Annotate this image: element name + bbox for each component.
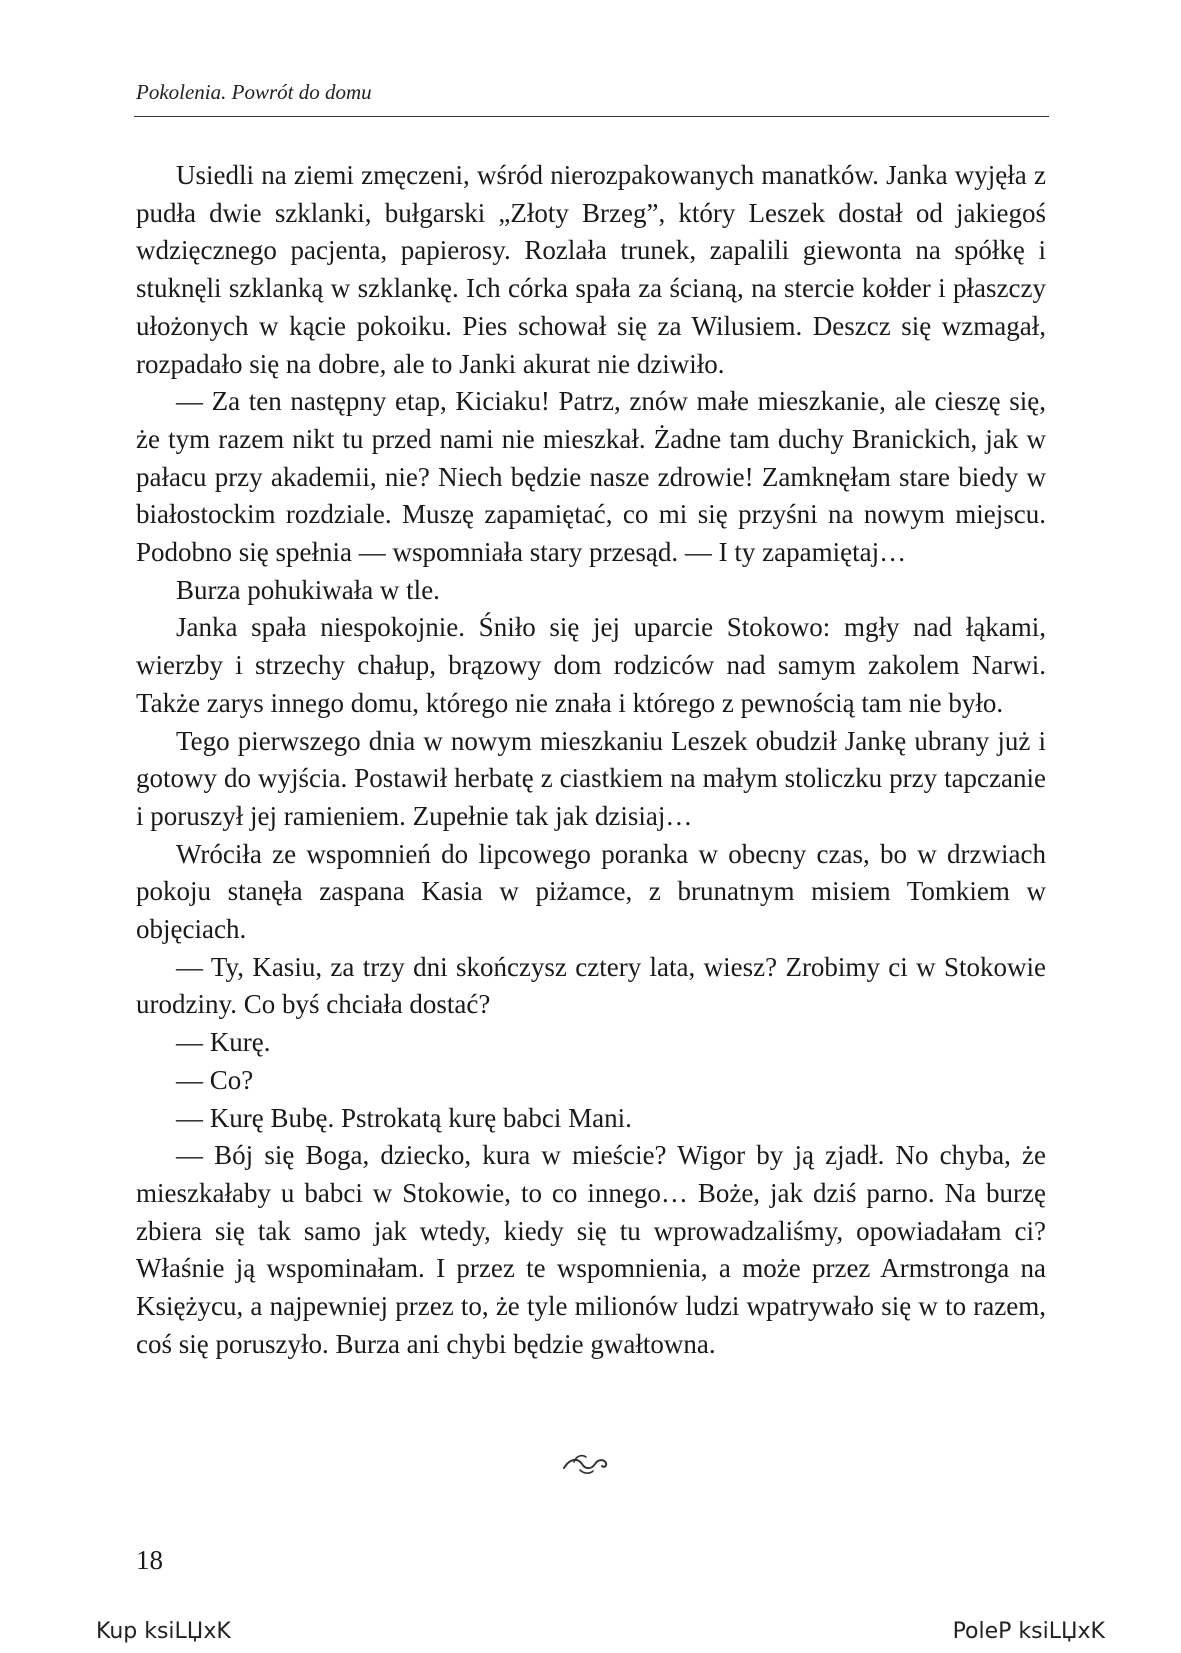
running-title: Pokolenia. Powrót do domu: [136, 80, 372, 104]
paragraph: Wróciła ze wspomnień do lipcowego poranka w obecny czas, bo w drzwiach pokoju stanęła zaspana Kasia w piżamce, z brunatnym misiem Tomkiem w objęciach.: [136, 838, 1046, 945]
fleuron-ornament-icon: [560, 1448, 610, 1478]
paragraph: Burza pohukiwała w tle.: [176, 574, 440, 605]
recommend-book-link[interactable]: PoleP ksiLЏxK: [952, 1619, 1105, 1644]
paragraph: Usiedli na ziemi zmęczeni, wśród nierozpakowanych manatków. Janka wyjęła z pudła dwie szklanki, bułgarski „Złoty Brzeg”, który Leszek dostał od jakiegoś wdzięcznego pacjenta, papierosy. Rozlała trunek, zapalili giewonta na spółkę i stuknęli szklanką w szklankę. Ich córka spała za ścianą, na stercie kołder i płaszczy ułożonych w kącie pokoiku. Pies schował się za Wilusiem. Deszcz się wzmagał, rozpadało się na dobre, ale to Janki akurat nie dziwiło.: [136, 160, 1046, 379]
paragraph: Tego pierwszego dnia w nowym mieszkaniu Leszek obudził Jankę ubrany już i gotowy do wyjścia. Postawił herbatę z ciastkiem na małym stoliczku przy tapczanie i poruszył jej ramieniem. Zupełnie tak jak dzisiaj…: [136, 725, 1046, 831]
paragraph: — Ty, Kasiu, za trzy dni skończysz cztery lata, wiesz? Zrobimy ci w Stokowie urodziny. Co byś chciała dostać?: [136, 951, 1046, 1020]
page-number: 18: [136, 1545, 163, 1575]
paragraph: — Kurę Bubę. Pstrokatą kurę babci Mani.: [176, 1102, 632, 1133]
paragraph: — Za ten następny etap, Kiciaku! Patrz, znów małe mieszkanie, ale cieszę się, że tym razem nikt tu przed nami nie mieszkał. Żadne tam duchy Branickich, jak w pałacu przy akademii, nie? Niech będzie nasze zdrowie! Zamknęłam stare biedy w białostockim rozdziale. Muszę zapamiętać, co mi się przyśni na nowym miejscu. Podobno się spełnia — wspomniała stary przesąd. — I ty zapamiętaj…: [136, 386, 1046, 568]
paragraph: — Bój się Boga, dziecko, kura w mieście? Wigor by ją zjadł. No chyba, że mieszkałaby u babci w Stokowie, to co innego… Boże, jak dziś parno. Na burzę zbiera się tak samo jak wtedy, kiedy się tu wprowadzaliśmy, opowiadałam ci? Właśnie ją wspominałam. I przez te wspomnienia, a może przez Armstronga na Księżycu, a najpewniej przez to, że tyle milionów ludzi wpatrywało się w to razem, coś się poruszyło. Burza ani chybi będzie gwałtowna.: [136, 1140, 1046, 1359]
buy-book-link[interactable]: Kup ksiLЏxK: [96, 1619, 231, 1644]
body-text: [136, 157, 1046, 1364]
paragraph: — Kurę.: [176, 1027, 271, 1058]
paragraph: — Co?: [176, 1064, 254, 1095]
header-rule: [134, 116, 1049, 117]
paragraph: Janka spała niespokojnie. Śniło się jej uparcie Stokowo: mgły nad łąkami, wierzby i strzechy chałup, brązowy dom rodziców nad samym zakolem Narwi. Także zarys innego domu, którego nie znała i którego z pewnością tam nie było.: [136, 612, 1046, 718]
